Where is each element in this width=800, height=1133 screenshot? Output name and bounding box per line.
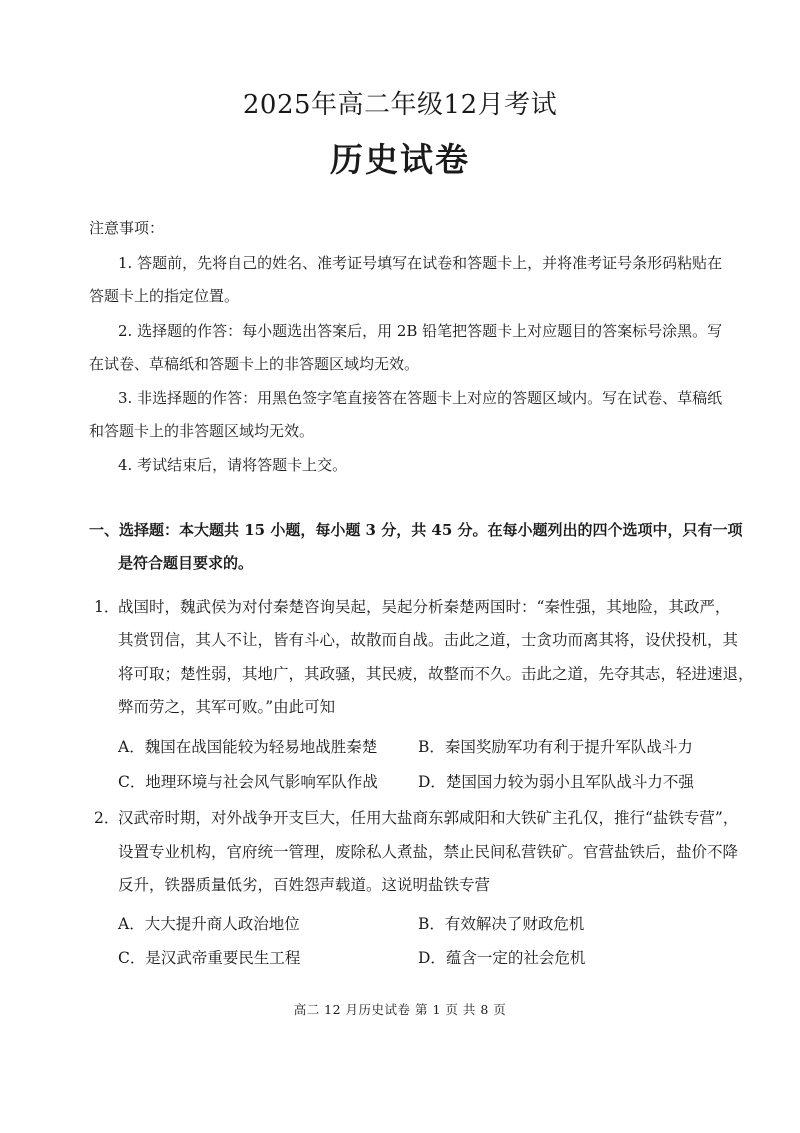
note-2-line-1: 2. 选择题的作答：每小题选出答案后，用 2B 铅笔把答题卡上对应题目的答案标号涂黑。写 [118,322,723,340]
note-1-line-1: 1. 答题前，先将自己的姓名、准考证号填写在试卷和答题卡上，并将准考证号条形码粘贴在 [118,254,723,272]
subject-title: 历史试卷 [330,140,470,179]
question-2-option-a: A．大大提升商人政治地位 [118,915,300,933]
note-2-line-2: 在试卷、草稿纸和答题卡上的非答题区域均无效。 [89,355,420,373]
question-2-line-2: 设置专业机构，官府统一管理，废除私人煮盐，禁止民间私营铁矿。官营盐铁后，盐价不降 [118,843,739,861]
question-1-number: 1． [94,598,120,616]
question-2-option-c: C．是汉武帝重要民生工程 [118,949,301,967]
question-1-line-3: 将可取；楚性弱，其地广，其政骚，其民疲，故整而不久。击此之道，先夺其志，轻进速退， [118,665,754,683]
question-2-line-1: 汉武帝时期，对外战争开支巨大，任用大盐商东郭咸阳和大铁矿主孔仅，推行“盐铁专营”， [118,809,739,827]
question-1-line-4: 弊而劳之，其军可败。”由此可知 [118,698,336,716]
notes-heading: 注意事项： [89,219,165,237]
exam-title: 2025年高二年级12月考试 [242,90,558,120]
question-2-line-3: 反升，铁器质量低劣，百姓怨声载道。这说明盐铁专营 [118,876,491,894]
question-1-option-b: B．秦国奖励军功有利于提升军队战斗力 [418,738,693,756]
note-4-line-1: 4. 考试结束后，请将答题卡上交。 [118,456,348,474]
question-2-option-d: D．蕴含一定的社会危机 [418,949,586,967]
question-1-option-c: C．地理环境与社会风气影响军队作战 [118,773,378,791]
question-1-option-d: D．楚国国力较为弱小且军队战斗力不强 [418,773,694,791]
note-3-line-1: 3. 非选择题的作答：用黑色签字笔直接答在答题卡上对应的答题区域内。写在试卷、草稿纸 [118,389,723,407]
question-2-option-b: B．有效解决了财政危机 [418,915,585,933]
question-1-line-2: 其赏罚信，其人不让，皆有斗心，故散而自战。击此之道，士贪功而离其将，设伏投机，其 [118,631,739,649]
note-1-line-2: 答题卡上的指定位置。 [89,287,240,305]
question-2-number: 2． [94,809,120,827]
page-footer: 高二 12 月历史试卷 第 1 页 共 8 页 [293,1002,507,1017]
section-1-heading-line-2: 是符合题目要求的。 [118,554,254,572]
note-3-line-2: 和答题卡上的非答题区域均无效。 [89,422,315,440]
section-1-heading-line-1: 一、选择题：本大题共 15 小题，每小题 3 分，共 45 分。在每小题列出的四个选项中，只有一项 [89,521,743,539]
question-1-option-a: A．魏国在战国能较为轻易地战胜秦楚 [118,738,378,756]
question-1-line-1: 战国时，魏武侯为对付秦楚咨询吴起，吴起分析秦楚两国时：“秦性强，其地险，其政严， [118,598,731,616]
